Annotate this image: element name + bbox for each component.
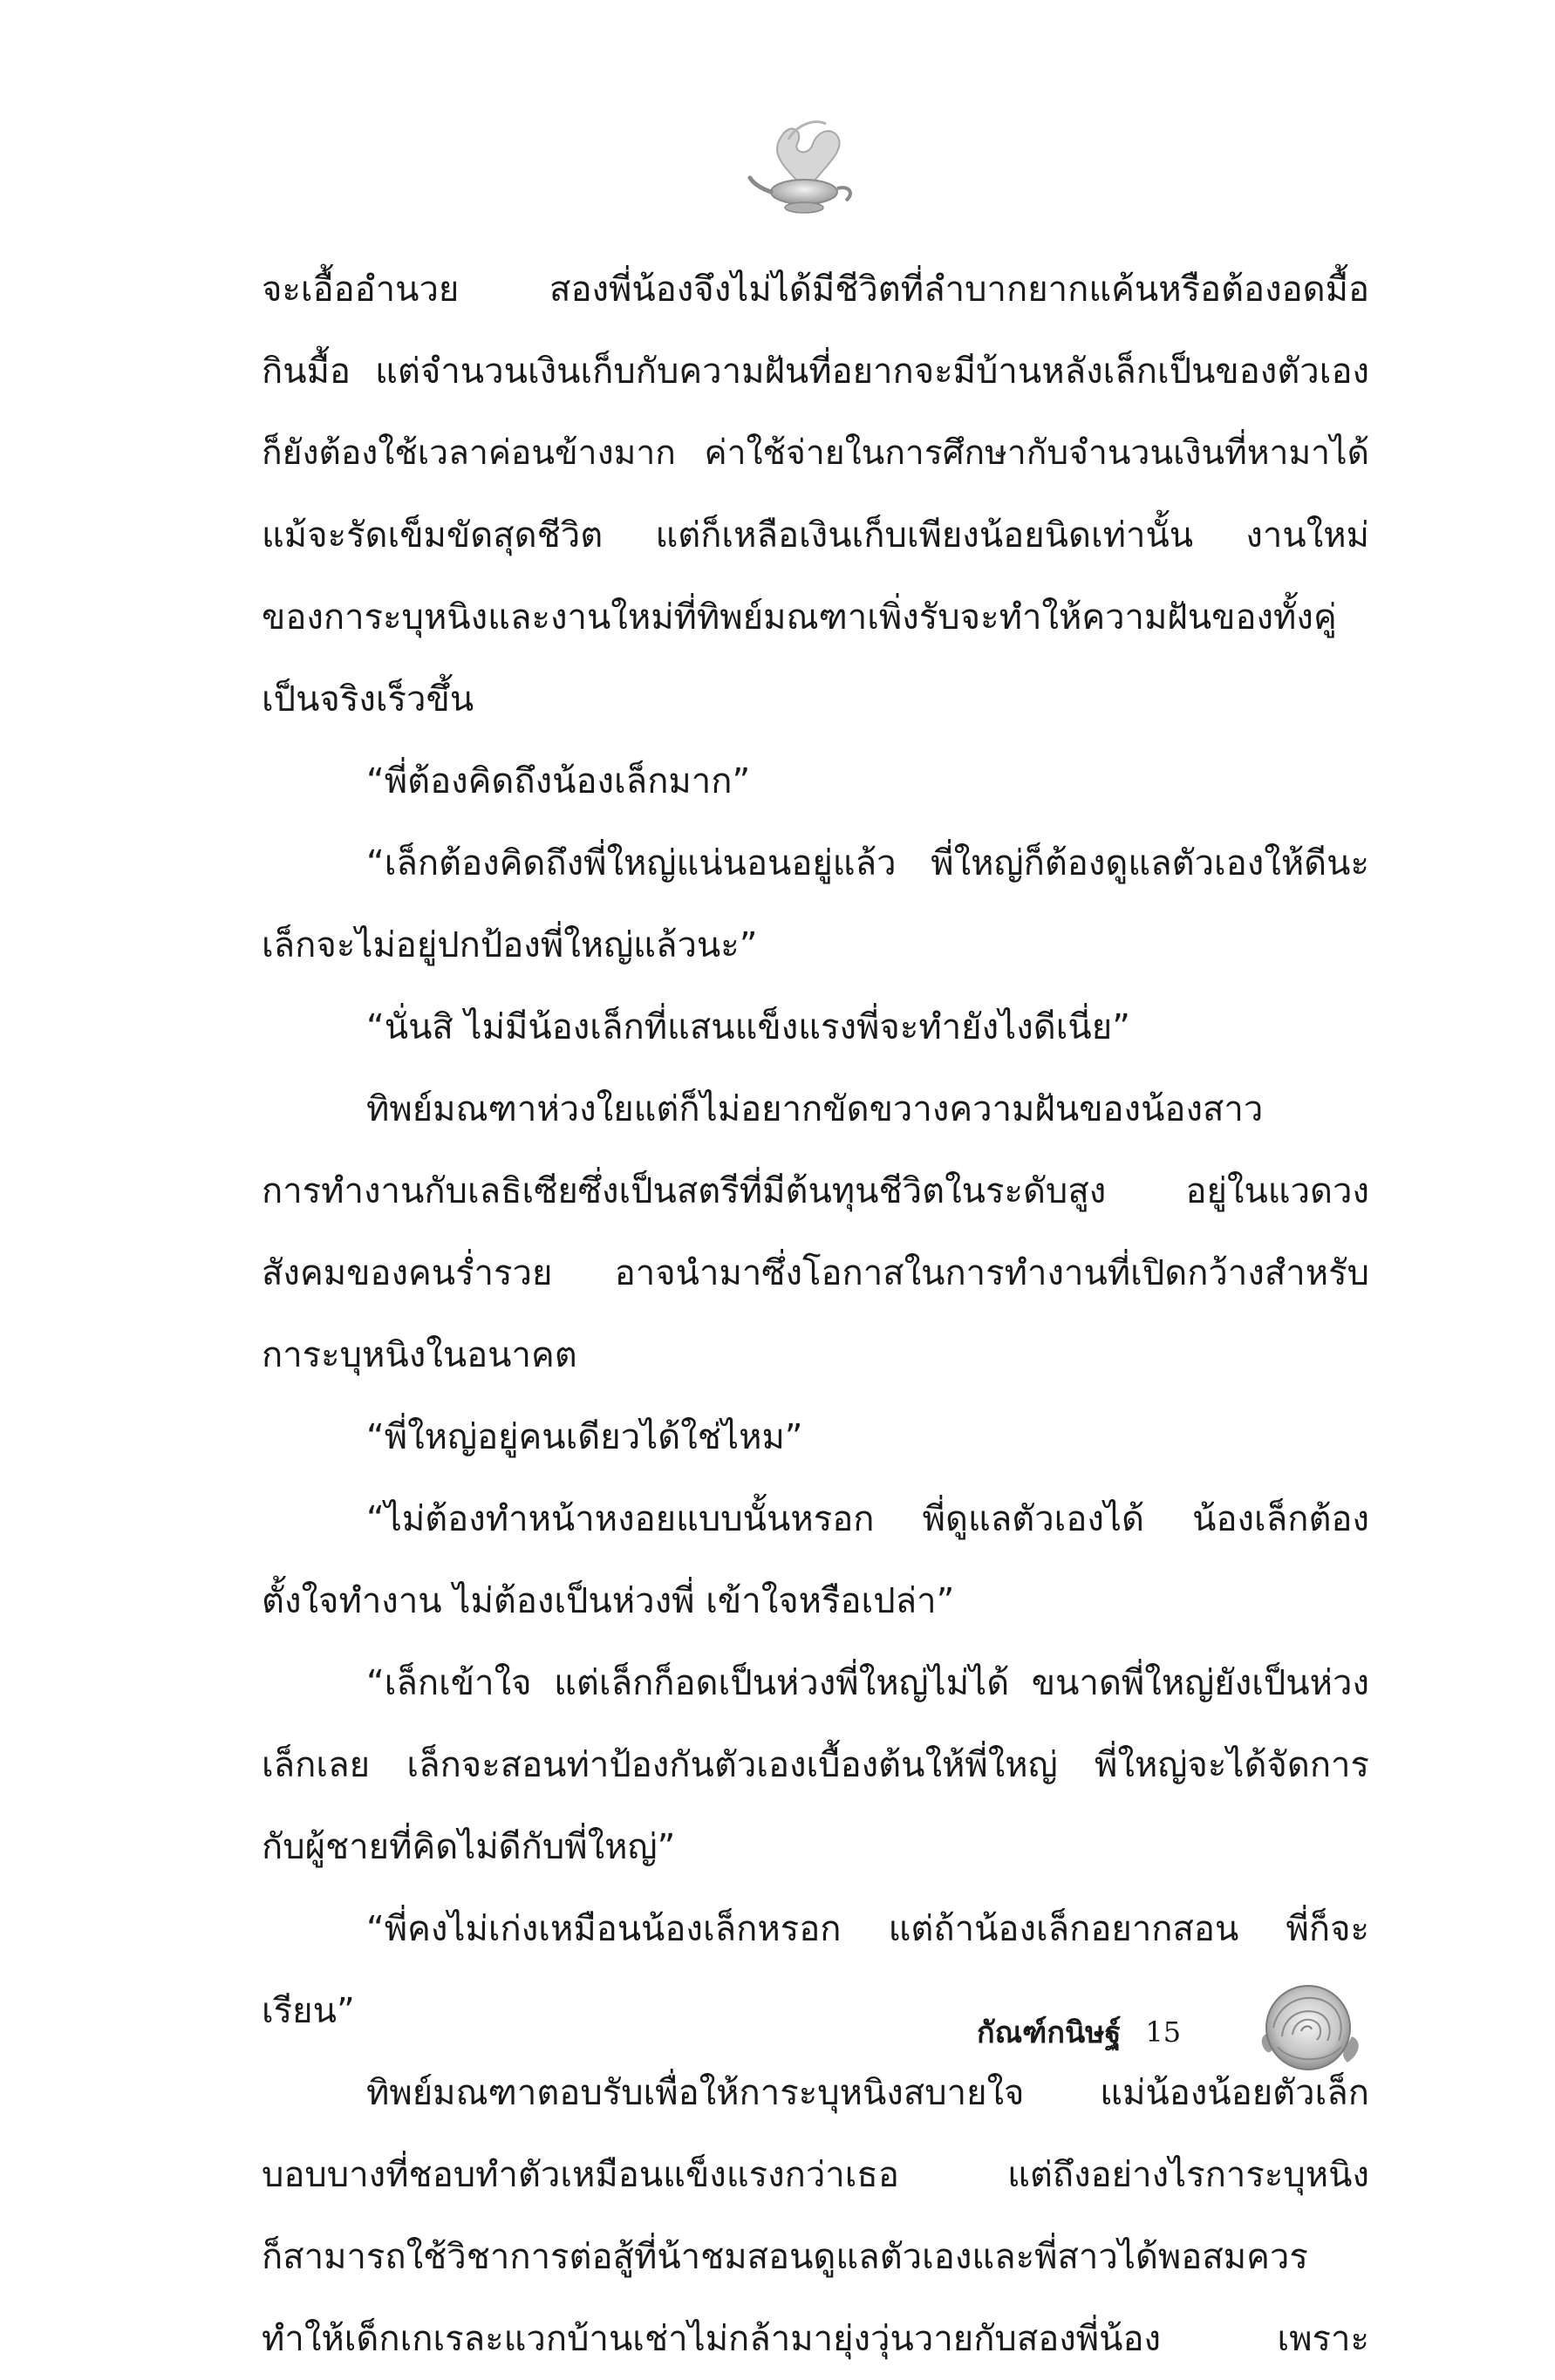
- text-line: “ไม่ต้องทำหน้าหงอยแบบนั้นหรอก พี่ดูแลตัวเองได้ น้องเล็กต้อง: [366, 1499, 1369, 1539]
- text-line: เรียน”: [262, 1991, 355, 2031]
- text-line: “เล็กต้องคิดถึงพี่ใหญ่แน่นอนอยู่แล้ว พี่ใหญ่ก็ต้องดูแลตัวเองให้ดีนะ: [366, 843, 1369, 883]
- text-line: เป็นจริงเร็วขึ้น: [262, 679, 474, 719]
- text-line: การะบุหนิงในอนาคต: [262, 1335, 577, 1375]
- text-line: แม้จะรัดเข็มขัดสุดชีวิต แต่ก็เหลือเงินเก็บเพียงน้อยนิดเท่านั้น งานใหม่: [262, 515, 1369, 556]
- text-line: ทิพย์มณฑาตอบรับเพื่อให้การะบุหนิงสบายใจ แม่น้องน้อยตัวเล็ก: [366, 2073, 1369, 2113]
- text-line: เล็กเลย เล็กจะสอนท่าป้องกันตัวเองเบื้องต้นให้พี่ใหญ่ พี่ใหญ่จะได้จัดการ: [262, 1745, 1369, 1785]
- text-line: “พี่คงไม่เก่งเหมือนน้องเล็กหรอก แต่ถ้าน้องเล็กอยากสอน พี่ก็จะ: [366, 1909, 1369, 1949]
- text-line: ทำให้เด็กเกเรละแวกบ้านเช่าไม่กล้ามายุ่งวุ่นวายกับสองพี่น้อง เพราะ: [262, 2319, 1369, 2359]
- text-line: ของการะบุหนิงและงานใหม่ที่ทิพย์มณฑาเพิ่งรับจะทำให้ความฝันของทั้งคู่: [262, 597, 1337, 638]
- text-line: “นั่นสิ ไม่มีน้องเล็กที่แสนแข็งแรงพี่จะทำยังไงดีเนี่ย”: [366, 1007, 1130, 1047]
- text-line: ทิพย์มณฑาห่วงใยแต่ก็ไม่อยากขัดขวางความฝันของน้องสาว: [366, 1089, 1264, 1129]
- text-line: “พี่ใหญ่อยู่คนเดียวได้ใช่ไหม”: [366, 1417, 803, 1457]
- text-line: “พี่ต้องคิดถึงน้องเล็กมาก”: [366, 761, 751, 801]
- footer-author: กัณฑ์กนิษฐ์: [977, 2015, 1122, 2050]
- text-line: บอบบางที่ชอบทำตัวเหมือนแข็งแรงกว่าเธอ แต่ถึงอย่างไรการะบุหนิง: [262, 2155, 1369, 2195]
- text-line: เล็กจะไม่อยู่ปกป้องพี่ใหญ่แล้วนะ”: [262, 925, 758, 965]
- rose-icon: [1247, 1967, 1369, 2089]
- text-line: ตั้งใจทำงาน ไม่ต้องเป็นห่วงพี่ เข้าใจหรือเปล่า”: [262, 1581, 955, 1621]
- page-number: 15: [1145, 2015, 1182, 2049]
- text-line: “เล็กเข้าใจ แต่เล็กก็อดเป็นห่วงพี่ใหญ่ไม่ได้ ขนาดพี่ใหญ่ยังเป็นห่วง: [366, 1663, 1369, 1703]
- text-line: กับผู้ชายที่คิดไม่ดีกับพี่ใหญ่”: [262, 1827, 676, 1867]
- page-footer: [977, 1997, 1181, 2067]
- text-line: สังคมของคนร่ำรวย อาจนำมาซึ่งโอกาสในการทำงานที่เปิดกว้างสำหรับ: [262, 1253, 1369, 1293]
- text-line: ก็ยังต้องใช้เวลาค่อนข้างมาก ค่าใช้จ่ายในการศึกษากับจำนวนเงินที่หามาได้: [262, 433, 1369, 473]
- text-line: ก็สามารถใช้วิชาการต่อสู้ที่น้าชมสอนดูแลตัวเองและพี่สาวได้พอสมควร: [262, 2237, 1308, 2277]
- magic-lamp-icon: [743, 105, 865, 218]
- text-line: การทำงานกับเลธิเซียซึ่งเป็นสตรีที่มีต้นทุนชีวิตในระดับสูง อยู่ในแวดวง: [262, 1171, 1369, 1211]
- body-text: [262, 249, 1369, 2380]
- text-line: จะเอื้ออำนวย สองพี่น้องจึงไม่ได้มีชีวิตที่ลำบากยากแค้นหรือต้องอดมื้อ: [262, 269, 1369, 310]
- text-line: กินมื้อ แต่จำนวนเงินเก็บกับความฝันที่อยากจะมีบ้านหลังเล็กเป็นของตัวเอง: [262, 351, 1369, 392]
